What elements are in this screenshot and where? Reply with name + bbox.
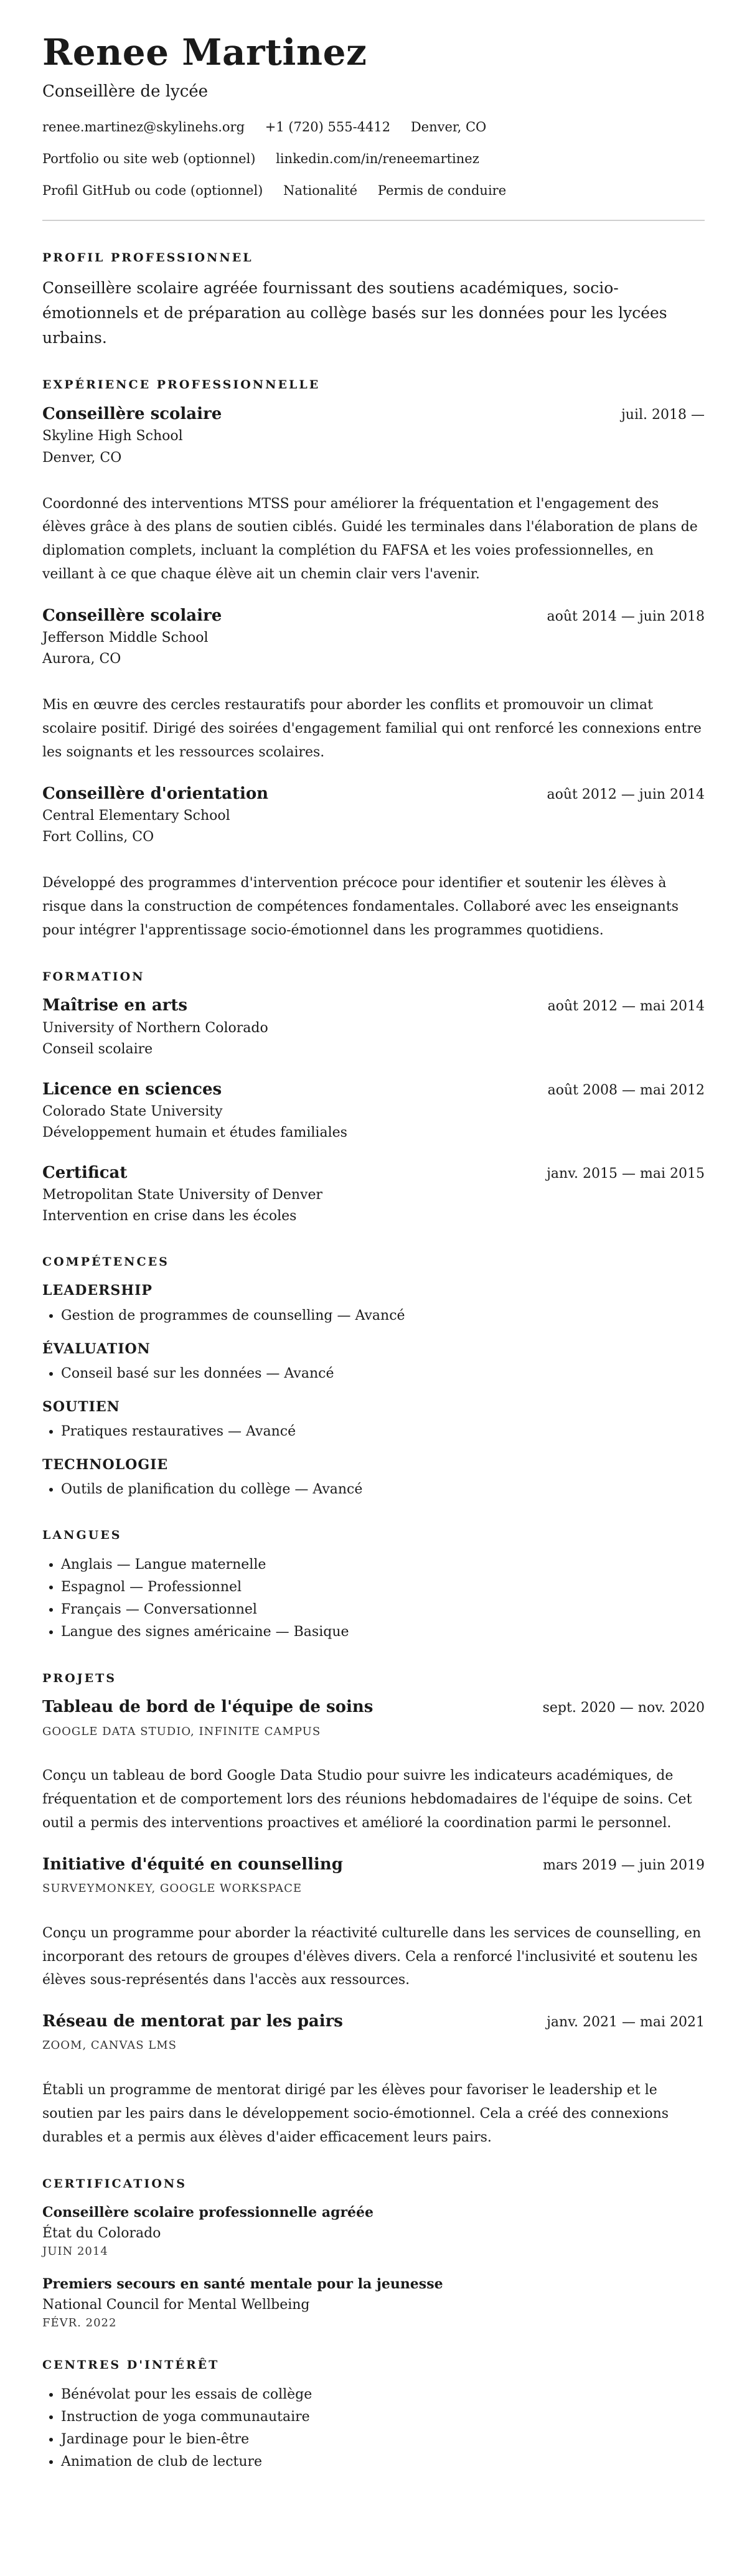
- school: Metropolitan State University of Denver: [42, 1187, 323, 1203]
- school: University of Northern Colorado: [42, 1020, 268, 1036]
- employer: Jefferson Middle School: [42, 630, 209, 646]
- project-description: Établi un programme de mentorat dirigé par les élèves pour favoriser le leadership et le soutien par les pairs dans le développement socio-émotionnel. Cela a créé des connexions durables et a permis aux élèves d'aider efficacement leurs pairs.: [42, 2082, 669, 2145]
- project-tech: GOOGLE DATA STUDIO, INFINITE CAMPUS: [42, 1724, 321, 1738]
- contact-row: [42, 119, 705, 136]
- project-description: Conçu un tableau de bord Google Data Studio pour suivre les indicateurs académiques, de fréquentation et de comportement lors des réunions hebdomadaires de l'équipe de soins. Cet outil a permis des interventions proactives et amélioré la coordination parmi le personnel.: [42, 1768, 692, 1831]
- school: Colorado State University: [42, 1104, 223, 1119]
- skill-category: TECHNOLOGIE: [42, 1457, 169, 1474]
- job-location: Fort Collins, CO: [42, 829, 154, 845]
- candidate-role: Conseillère de lycée: [42, 82, 209, 101]
- degree: Certificat: [42, 1163, 128, 1183]
- interest-item: • Bénévolat pour les essais de collège: [61, 2384, 705, 2406]
- skill-category: SOUTIEN: [42, 1398, 120, 1415]
- project-entry: [42, 1696, 705, 1835]
- skill-category: ÉVALUATION: [42, 1340, 151, 1357]
- section-title: PROFIL PROFESSIONNEL: [42, 250, 253, 265]
- project-title: Réseau de mentorat par les pairs: [42, 2012, 343, 2031]
- experience-section: [42, 378, 705, 942]
- project-title: Initiative d'équité en counselling: [42, 1854, 343, 1874]
- employer: Skyline High School: [42, 428, 183, 444]
- education-section: [42, 970, 705, 1228]
- contact-driving-license: Permis de conduire: [377, 183, 507, 199]
- interest-item: • Jardinage pour le bien-être: [61, 2428, 705, 2451]
- skill-group: [42, 1396, 705, 1443]
- skills-section: [42, 1255, 705, 1502]
- job-title: Conseillère scolaire: [42, 606, 222, 625]
- education-dates: janv. 2015 — mai 2015: [547, 1166, 705, 1182]
- certification-issuer: National Council for Mental Wellbeing: [42, 2296, 310, 2313]
- education-dates: août 2012 — mai 2014: [547, 999, 705, 1015]
- language-item: • Espagnol — Professionnel: [61, 1576, 705, 1599]
- experience-entry: [42, 403, 705, 586]
- job-location: Denver, CO: [42, 449, 122, 466]
- profile-summary: Conseillère scolaire agréée fournissant des soutiens académiques, socio-émotionnels et de préparation au collège basés sur les données pour les lycées urbains.: [42, 279, 667, 347]
- certification-name: Conseillère scolaire professionnelle agréée: [42, 2204, 374, 2221]
- contact-row: [42, 151, 705, 167]
- skill-group: [42, 1338, 705, 1385]
- field-of-study: Intervention en crise dans les écoles: [42, 1208, 297, 1225]
- interests-section: [42, 2358, 705, 2473]
- skill-group: [42, 1454, 705, 1501]
- project-entry: [42, 1854, 705, 1992]
- section-title: EXPÉRIENCE PROFESSIONNELLE: [42, 378, 321, 392]
- project-tech: ZOOM, CANVAS LMS: [42, 2039, 177, 2052]
- education-dates: août 2008 — mai 2012: [547, 1082, 705, 1098]
- skill-category: LEADERSHIP: [42, 1282, 153, 1299]
- contact-github[interactable]: Profil GitHub ou code (optionnel): [42, 183, 263, 199]
- project-dates: janv. 2021 — mai 2021: [547, 2014, 705, 2031]
- language-item: • Langue des signes américaine — Basique: [61, 1621, 705, 1643]
- education-entry: [42, 1162, 705, 1227]
- skill-group: [42, 1280, 705, 1327]
- skill-item: • Outils de planification du collège — Avancé: [61, 1478, 705, 1501]
- experience-entry: [42, 783, 705, 942]
- candidate-name: Renee Martinez: [42, 31, 367, 73]
- job-dates: août 2014 — juin 2018: [547, 608, 705, 624]
- certification-issuer: État du Colorado: [42, 2225, 161, 2241]
- degree: Licence en sciences: [42, 1079, 222, 1099]
- section-title: CERTIFICATIONS: [42, 2176, 187, 2191]
- project-dates: sept. 2020 — nov. 2020: [542, 1700, 705, 1716]
- contact-row: [42, 182, 705, 199]
- section-title: CENTRES D'INTÉRÊT: [42, 2357, 220, 2372]
- job-location: Aurora, CO: [42, 651, 121, 667]
- degree: Maîtrise en arts: [42, 996, 188, 1015]
- skill-item: • Conseil basé sur les données — Avancé: [61, 1363, 705, 1385]
- job-dates: juil. 2018 —: [621, 407, 705, 423]
- job-dates: août 2012 — juin 2014: [547, 786, 705, 802]
- contact-email[interactable]: renee.martinez@skylinehs.org: [42, 119, 245, 134]
- skill-item: • Pratiques restauratives — Avancé: [61, 1421, 705, 1443]
- section-title: FORMATION: [42, 969, 145, 984]
- education-entry: [42, 1079, 705, 1144]
- project-dates: mars 2019 — juin 2019: [543, 1857, 705, 1873]
- contact-location: Denver, CO: [410, 119, 487, 134]
- field-of-study: Développement humain et études familiales: [42, 1125, 347, 1141]
- contact-linkedin[interactable]: linkedin.com/in/reneemartinez: [276, 151, 479, 167]
- job-description: Mis en œuvre des cercles restauratifs pour aborder les conflits et promouvoir un climat scolaire positif. Dirigé des soirées d'engagement familial qui ont renforcé les connexions entre les soignants et les ressources scolaires.: [42, 697, 702, 760]
- header-divider: [42, 220, 705, 221]
- language-item: • Anglais — Langue maternelle: [61, 1554, 705, 1576]
- section-title: COMPÉTENCES: [42, 1254, 169, 1269]
- education-entry: [42, 995, 705, 1060]
- field-of-study: Conseil scolaire: [42, 1041, 153, 1057]
- contact-nationality: Nationalité: [283, 183, 358, 199]
- languages-section: [42, 1528, 705, 1643]
- project-tech: SURVEYMONKEY, GOOGLE WORKSPACE: [42, 1881, 303, 1895]
- certification-entry: [42, 2274, 705, 2331]
- certification-date: FÉVR. 2022: [42, 2316, 117, 2329]
- language-item: • Français — Conversationnel: [61, 1599, 705, 1621]
- section-title: LANGUES: [42, 1528, 122, 1543]
- contact-phone[interactable]: +1 (720) 555-4412: [265, 119, 391, 134]
- job-description: Coordonné des interventions MTSS pour améliorer la fréquentation et l'engagement des élèves grâce à des plans de soutien ciblés. Guidé les terminales dans l'élaboration de plans de diplomation complets, incluant la complétion du FAFSA et les voies professionnelles, en veillant à ce que chaque élève ait un chemin clair vers l'avenir.: [42, 496, 698, 583]
- resume-header: [42, 32, 705, 200]
- project-entry: [42, 2011, 705, 2149]
- certification-entry: [42, 2202, 705, 2259]
- certifications-section: [42, 2177, 705, 2331]
- skill-item: • Gestion de programmes de counselling — Avancé: [61, 1305, 705, 1327]
- job-description: Développé des programmes d'intervention précoce pour identifier et soutenir les élèves à risque dans la construction de compétences fondamentales. Collaboré avec les enseignants pour intégrer l'apprentissage socio-émotionnel dans les programmes quotidiens.: [42, 875, 679, 938]
- contact-portfolio[interactable]: Portfolio ou site web (optionnel): [42, 151, 256, 167]
- section-title: PROJETS: [42, 1671, 116, 1685]
- project-title: Tableau de bord de l'équipe de soins: [42, 1698, 374, 1717]
- employer: Central Elementary School: [42, 807, 230, 824]
- certification-name: Premiers secours en santé mentale pour la jeunesse: [42, 2275, 443, 2292]
- certification-date: JUIN 2014: [42, 2244, 108, 2258]
- profile-section: [42, 251, 705, 351]
- job-title: Conseillère scolaire: [42, 405, 222, 424]
- interest-item: • Animation de club de lecture: [61, 2451, 705, 2473]
- projects-section: [42, 1671, 705, 2150]
- project-description: Conçu un programme pour aborder la réactivité culturelle dans les services de counselling, en incorporant des retours de groupes d'élèves divers. Cela a renforcé l'inclusivité et soutenu les élèves sous-représentés dans l'accès aux ressources.: [42, 1925, 702, 1988]
- job-title: Conseillère d'orientation: [42, 784, 269, 803]
- interest-item: • Instruction de yoga communautaire: [61, 2406, 705, 2428]
- experience-entry: [42, 605, 705, 764]
